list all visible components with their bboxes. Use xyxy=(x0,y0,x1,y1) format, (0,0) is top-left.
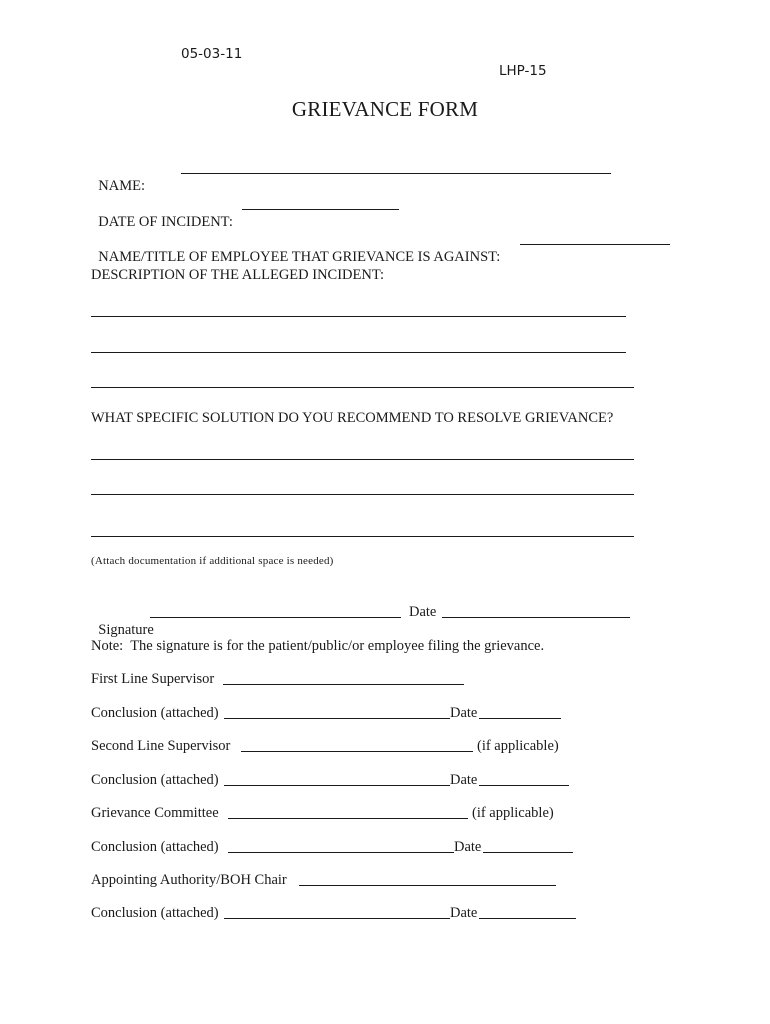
first-line-supervisor-field[interactable] xyxy=(223,684,464,685)
conclusion-4-label: Conclusion (attached) xyxy=(91,905,219,921)
page-title: GRIEVANCE FORM xyxy=(291,97,479,121)
description-label: DESCRIPTION OF THE ALLEGED INCIDENT: xyxy=(91,267,385,283)
conclusion-3-date-field[interactable] xyxy=(483,852,573,853)
signature-date-field[interactable] xyxy=(442,617,630,618)
solution-line-1[interactable] xyxy=(91,459,634,460)
signature-date-label: Date xyxy=(409,604,437,620)
employee-field[interactable] xyxy=(520,244,670,245)
signature-label: Signature xyxy=(98,622,154,638)
form-code: LHP-15 xyxy=(499,63,547,79)
conclusion-1-label: Conclusion (attached) xyxy=(91,705,219,721)
second-line-if-applicable: (if applicable) xyxy=(477,738,559,754)
employee-label: NAME/TITLE OF EMPLOYEE THAT GRIEVANCE IS AGAINST: xyxy=(98,249,501,265)
conclusion-2-label: Conclusion (attached) xyxy=(91,772,219,788)
conclusion-3-label: Conclusion (attached) xyxy=(91,839,219,855)
first-line-supervisor-label: First Line Supervisor xyxy=(91,671,215,687)
name-field[interactable] xyxy=(181,173,611,174)
conclusion-2-date-field[interactable] xyxy=(479,785,569,786)
conclusion-3-field[interactable] xyxy=(228,852,454,853)
date-of-incident-row xyxy=(91,195,233,231)
conclusion-4-date-label: Date xyxy=(450,905,478,921)
solution-line-3[interactable] xyxy=(91,536,634,537)
conclusion-4-field[interactable] xyxy=(224,918,450,919)
conclusion-1-date-field[interactable] xyxy=(479,718,561,719)
conclusion-1-date-label: Date xyxy=(450,705,478,721)
signature-field[interactable] xyxy=(150,617,401,618)
signature-note: Note: The signature is for the patient/public/or employee filing the grievance. xyxy=(91,638,545,654)
solution-label: WHAT SPECIFIC SOLUTION DO YOU RECOMMEND TO RESOLVE GRIEVANCE? xyxy=(91,410,614,426)
employee-row xyxy=(91,230,500,266)
conclusion-1-field[interactable] xyxy=(224,718,450,719)
solution-line-2[interactable] xyxy=(91,494,634,495)
description-line-2[interactable] xyxy=(91,352,626,353)
date-code: 05-03-11 xyxy=(181,46,243,62)
description-line-1[interactable] xyxy=(91,316,626,317)
description-line-3[interactable] xyxy=(91,387,634,388)
grievance-committee-label: Grievance Committee xyxy=(91,805,219,821)
conclusion-2-field[interactable] xyxy=(224,785,450,786)
signature-row xyxy=(91,603,154,639)
name-label: NAME: xyxy=(98,178,145,194)
second-line-supervisor-label: Second Line Supervisor xyxy=(91,738,231,754)
committee-if-applicable: (if applicable) xyxy=(472,805,554,821)
grievance-committee-field[interactable] xyxy=(228,818,468,819)
date-of-incident-label: DATE OF INCIDENT: xyxy=(98,214,233,230)
attach-note: (Attach documentation if additional space is needed) xyxy=(91,555,334,567)
conclusion-4-date-field[interactable] xyxy=(479,918,576,919)
date-of-incident-field[interactable] xyxy=(242,209,399,210)
conclusion-3-date-label: Date xyxy=(454,839,482,855)
appointing-authority-field[interactable] xyxy=(299,885,556,886)
second-line-supervisor-field[interactable] xyxy=(241,751,473,752)
conclusion-2-date-label: Date xyxy=(450,772,478,788)
name-row xyxy=(91,159,145,195)
appointing-authority-label: Appointing Authority/BOH Chair xyxy=(91,872,287,888)
